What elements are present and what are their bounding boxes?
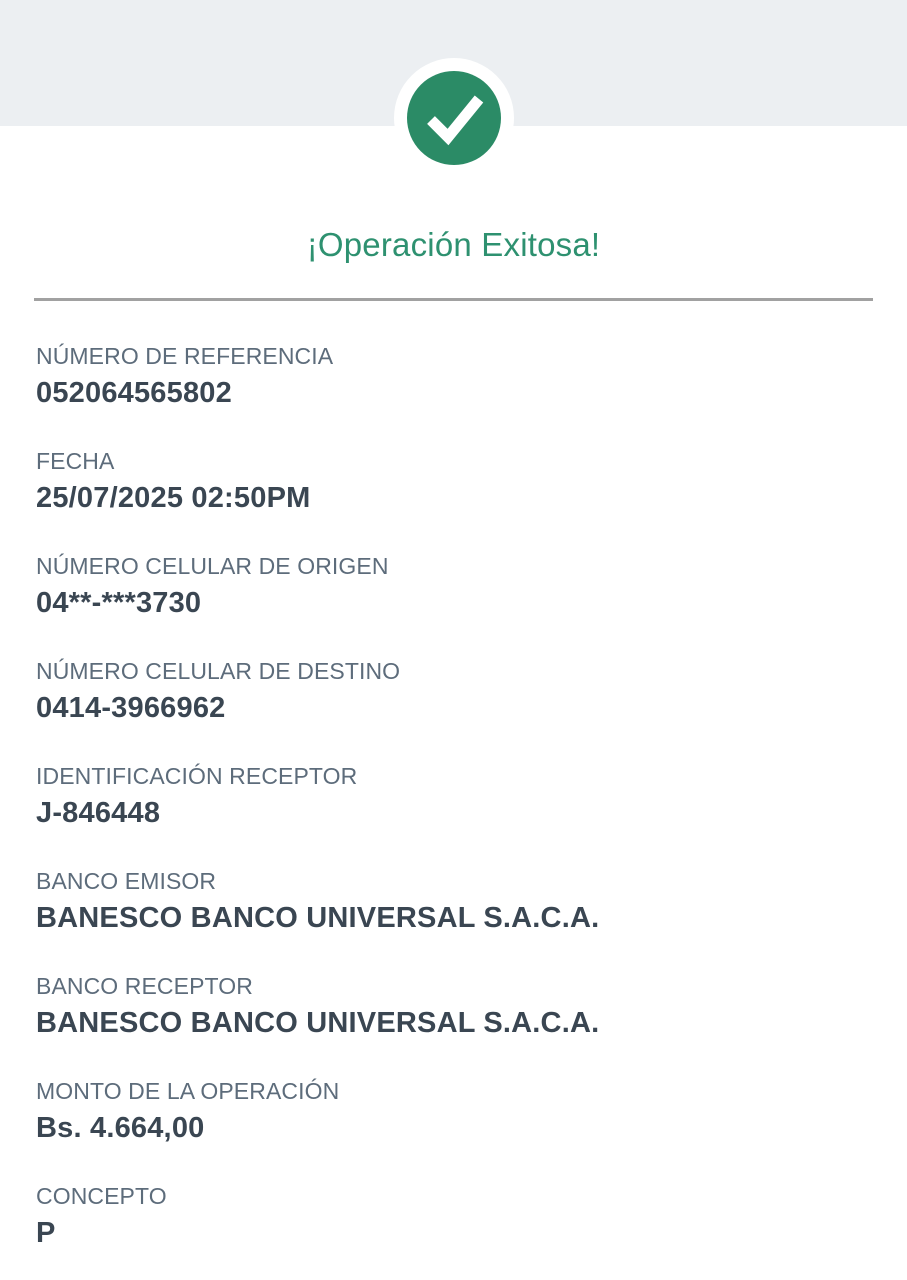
- field-value: 052064565802: [36, 377, 232, 409]
- field-label: NÚMERO DE REFERENCIA: [36, 343, 334, 369]
- field-value: BANESCO BANCO UNIVERSAL S.A.C.A.: [36, 902, 600, 934]
- field-label: BANCO RECEPTOR: [36, 973, 253, 999]
- field-value: 0414-3966962: [36, 692, 226, 724]
- field-value: J-846448: [36, 797, 161, 829]
- divider: [34, 298, 873, 301]
- field-value: 25/07/2025 02:50PM: [36, 482, 311, 514]
- field-row-amount: [36, 1078, 867, 1146]
- field-label: IDENTIFICACIÓN RECEPTOR: [36, 763, 358, 789]
- field-row-concept: [36, 1183, 867, 1251]
- field-row-date: [36, 448, 867, 516]
- field-row-origin-phone: [36, 553, 867, 621]
- field-label: BANCO EMISOR: [36, 868, 217, 894]
- field-label: CONCEPTO: [36, 1183, 167, 1209]
- field-row-destination-phone: [36, 658, 867, 726]
- check-icon: [407, 71, 501, 165]
- field-value: Bs. 4.664,00: [36, 1112, 205, 1144]
- field-row-issuing-bank: [36, 868, 867, 936]
- receipt-fields: [0, 343, 907, 1251]
- field-label: FECHA: [36, 448, 115, 474]
- field-value: P: [36, 1217, 56, 1249]
- field-value: BANESCO BANCO UNIVERSAL S.A.C.A.: [36, 1007, 600, 1039]
- field-row-receiving-bank: [36, 973, 867, 1041]
- field-label: NÚMERO CELULAR DE DESTINO: [36, 658, 401, 684]
- field-value: 04**-***3730: [36, 587, 202, 619]
- field-label: NÚMERO CELULAR DE ORIGEN: [36, 553, 389, 579]
- success-badge-circle: [407, 71, 501, 165]
- success-badge: [394, 58, 514, 178]
- page-title: ¡Operación Exitosa!: [306, 226, 601, 263]
- field-row-receiver-id: [36, 763, 867, 831]
- field-label: MONTO DE LA OPERACIÓN: [36, 1078, 340, 1104]
- field-row-reference: [36, 343, 867, 411]
